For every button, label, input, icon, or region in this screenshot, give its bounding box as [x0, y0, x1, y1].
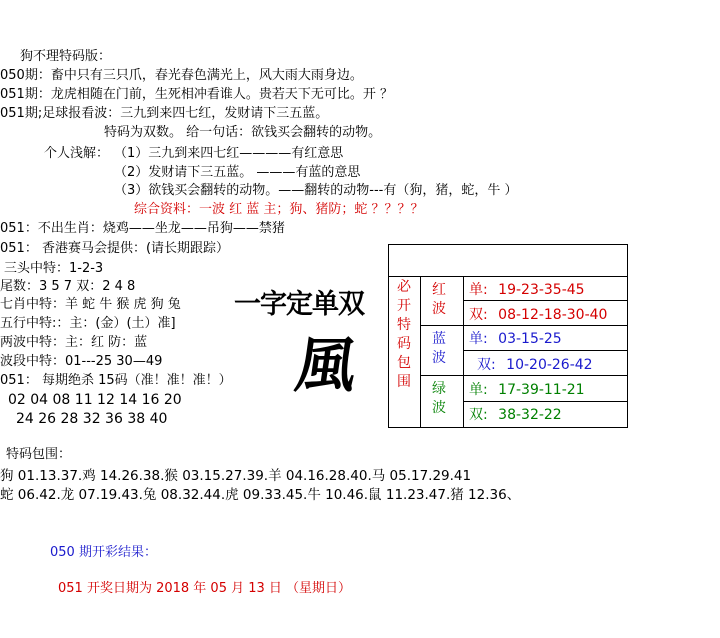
prophecy-051-football: 051期;足球报看波：三九到来四七红，发财请下三五蓝。 [0, 106, 329, 121]
green-wave-label: 绿波 [432, 381, 446, 416]
blue-odd-value: 03-15-25 [498, 331, 562, 347]
red-even-label: 双: [469, 307, 488, 323]
big-title-text: 一字定单双 [234, 289, 364, 320]
wave-table-header-divider [388, 276, 628, 277]
green-odd-label: 单: [469, 382, 488, 398]
wave-table-group-divider-1 [420, 325, 628, 326]
five-elements: 五行中特:：主：(金）(土）准] [0, 316, 176, 331]
interpretation-label: 个人浅解： [44, 146, 110, 161]
seven-zodiac: 七肖中特：羊 蛇 牛 猴 虎 狗 兔 [0, 297, 181, 312]
red-odd-value: 19-23-35-45 [498, 282, 585, 298]
prophecy-hint: 特码为双数。 给一句话：欲钱买会翻转的动物。 [104, 125, 382, 140]
green-even-label: 双: [469, 407, 488, 423]
wave-table-row-divider-3 [463, 401, 628, 402]
zodiac-line-1: 狗 01.13.37.鸡 14.26.38.猴 03.15.27.39.羊 04.16.28.40.马 05.17.29.41 [0, 468, 472, 484]
interpretation-item-3: （3）欲钱买会翻转的动物。——翻转的动物---有（狗，猪，蛇，牛 ） [114, 183, 518, 198]
source-line: 051： 香港赛马会提供：(请长期跟踪） [0, 241, 230, 256]
draw-date: 051 开奖日期为 2018 年 05 月 13 日 （星期日） [58, 581, 352, 596]
tail-numbers: 尾数：3 5 7 双：2 4 8 [0, 279, 136, 294]
green-odd-value: 17-39-11-21 [498, 382, 585, 398]
wave-table-row-divider-1 [463, 300, 628, 301]
zodiac-line-2: 蛇 06.42.龙 07.19.43.兔 08.32.44.虎 09.33.45.牛 10.46.鼠 11.23.47.猪 12.36、 [0, 487, 521, 503]
green-even-row [469, 404, 562, 424]
wave-table-col-divider-2 [463, 276, 464, 428]
wave-range: 波段中特：01---25 30—49 [0, 354, 163, 369]
red-even-row [469, 304, 607, 324]
wave-table-col-divider-1 [420, 276, 421, 428]
kill-numbers-row-2: 24 26 28 32 36 38 40 [16, 411, 168, 427]
interpretation-item-1: （1）三九到来四七红————有红意思 [114, 146, 344, 161]
zodiac-title: 特码包围： [6, 447, 72, 462]
green-even-value: 38-32-22 [498, 407, 562, 423]
interpretation-item-2: （2）发财请下三五蓝。 ———有蓝的意思 [114, 165, 361, 180]
blue-odd-row [469, 328, 562, 348]
page-title: 狗不理特码版： [20, 49, 112, 64]
kill-numbers-row-1: 02 04 08 11 12 14 16 20 [8, 392, 182, 408]
blue-even-label: 双: [477, 357, 496, 373]
wave-table-side-label: 必开特码包围 [397, 279, 411, 390]
kill-15-label: 051： 每期绝杀 15码（准！准！准！） [0, 373, 232, 388]
red-odd-row [469, 279, 585, 299]
summary-text: 综合资料：一波 红 蓝 主；狗、猪防；蛇 ？？？？ [134, 202, 424, 217]
prophecy-051: 051期：龙虎相随在门前，生死相冲看谁人。贵若天下无可比。开 ？ [0, 87, 393, 102]
red-wave-label: 红波 [432, 282, 446, 317]
not-zodiac-line: 051：不出生肖：烧鸡——坐龙——吊狗——禁猪 [0, 221, 285, 236]
prophecy-050: 050期：畜中只有三只爪，春光春色满光上，风大雨大雨身边。 [0, 68, 363, 83]
calligraphy-glyph: 風 [291, 331, 361, 401]
blue-even-row [477, 354, 593, 374]
results-label: 050 期开彩结果： [50, 545, 157, 560]
red-even-value: 08-12-18-30-40 [498, 307, 608, 323]
wave-table-row-divider-2 [463, 350, 628, 351]
blue-wave-label: 蓝波 [432, 331, 446, 366]
three-heads: 三头中特：1-2-3 [4, 261, 104, 276]
wave-table-group-divider-2 [420, 375, 628, 376]
two-waves: 两波中特：主：红 防：蓝 [0, 335, 148, 350]
blue-even-value: 10-20-26-42 [506, 357, 593, 373]
green-odd-row [469, 379, 585, 399]
red-odd-label: 单: [469, 282, 488, 298]
blue-odd-label: 单: [469, 331, 488, 347]
